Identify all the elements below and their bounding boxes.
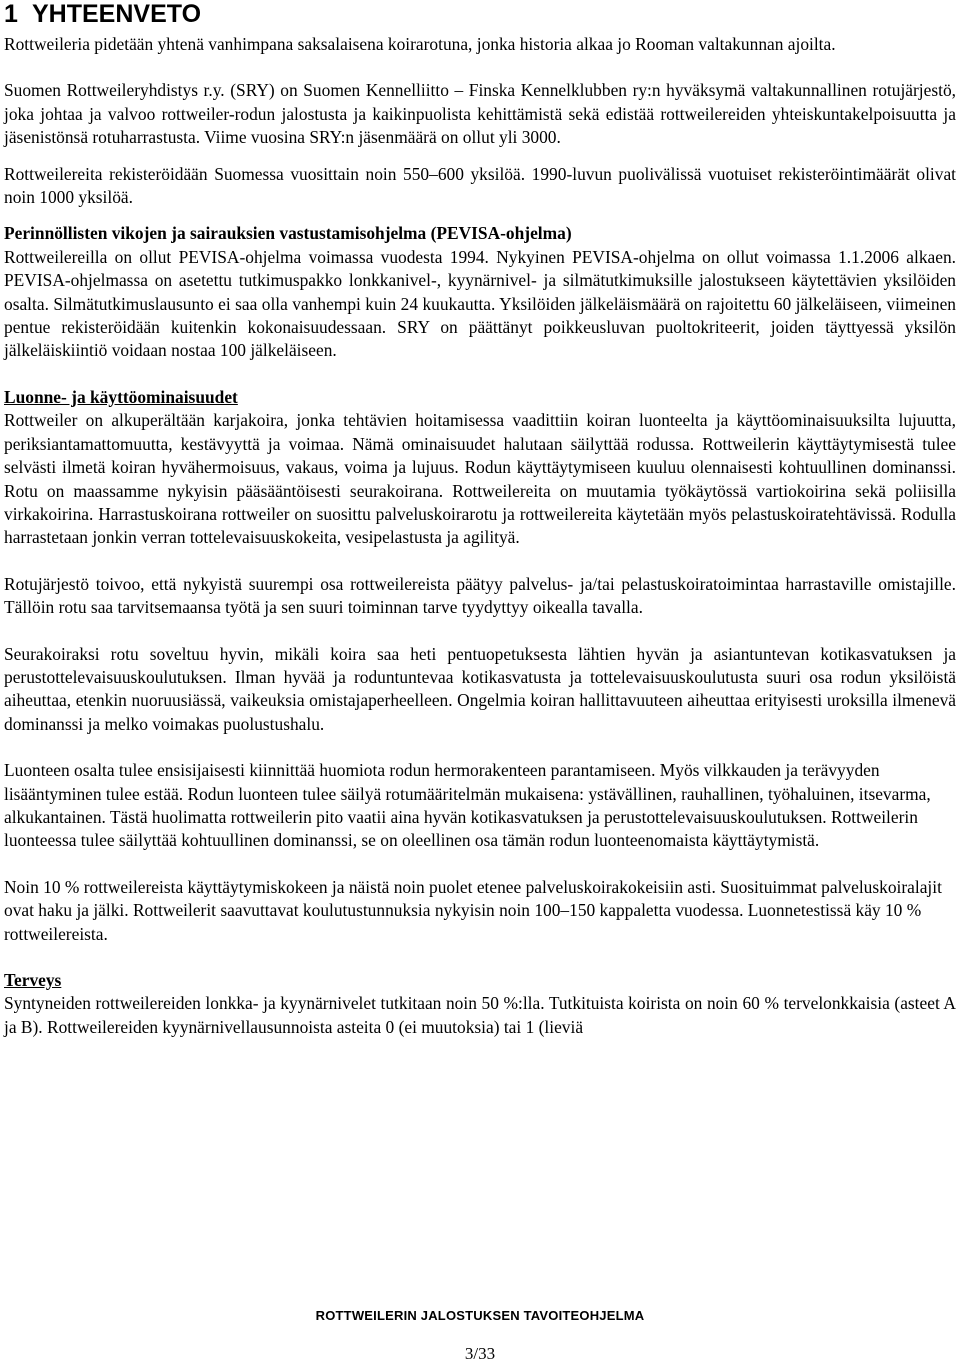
luonne-heading: Luonne- ja käyttöominaisuudet — [4, 386, 238, 407]
terveys-text: Syntyneiden rottweilereiden lonkka- ja kyynärnivelet tutkitaan noin 50 %:lla. Tutkituista koirista on noin 60 % tervelonkkaisia (asteet A ja B). Rottweilereiden kyynärnivellausunnoista asteita 0 (ei muutoksia) tai 1 (lieviä — [4, 993, 956, 1037]
paragraph-registrations: Rottweilereita rekisteröidään Suomessa vuosittain noin 550–600 yksilöä. 1990-luvun puolivälissä vuotuiset rekisteröintimäärät olivat noin 1000 yksilöä. — [4, 163, 956, 208]
page-number: 3/33 — [464, 1344, 496, 1363]
luonne-text: Rottweiler on alkuperältään karjakoira, jonka tehtävien hoitamisessa vaadittiin koiran luonteelta ja käyttöominaisuuksilta lujuutta, periksiantamattomuutta, kestävyyttä ja voimaa. Nämä ominaisuudet halutaan säilyttää rodussa. Rottweilerin käyttäytymisestä tulee selvästi ilmetä koiran hyvähermoisuus, vakaus, voima ja lujuus. Rodun käyttäytymiseen kuuluu olennaisesti kohtuullinen dominanssi. Rotu on maassamme nykyisin pääsääntöisesti seurakoirana. Rottweilereita on muutamia työkäytössä vartiokoirina sekä poliisilla virkakoirina. Harrastuskoirana rottweiler on suosittu palveluskoirarotu ja rottweilereita käytetään myös pelastuskoiratehtävissä. Rodulla harrastetaan jonkin verran tottelevaisuuskokeita, vesipelastusta ja agilityä. — [4, 410, 956, 548]
section-title: YHTEENVETO — [32, 0, 202, 28]
paragraph-luonteen: Luonteen osalta tulee ensisijaisesti kiinnittää huomiota rodun hermorakenteen parantamiseen. Myös vilkkauden ja terävyyden lisääntyminen tulee estää. Rodun luonteen tulee säilyä rotumääritelmän mukaisena: ystävällinen, rauhallinen, työhaluinen, itsevarma, alkukantainen. Tästä huolimatta rottweilerin pito vaatii aina hyvän kotikasvatuksen ja perustottelevaisuuskoulutuksen. Rottweilerin luonteessa tulee säilyttää kohtuullinen dominanssi, se on oleellinen osa tämän rodun luonteenomaista käyttäytymistä. — [4, 760, 931, 851]
pevisa-section — [4, 222, 956, 362]
luonne-section — [4, 386, 956, 550]
document-page — [4, 0, 956, 1039]
paragraph-sry: Suomen Rottweileryhdistys r.y. (SRY) on Suomen Kennelliitto – Finska Kennelklubben ry:n hyväksymä valtakunnallinen rotujärjestö, joka johtaa ja valvoo rottweiler-rodun jalostusta ja kaikinpuolista kehittämistä sekä edistää rottweilereiden yhteiskuntakelpoisuutta ja jäsenistönsä rotuharrastusta. Viime vuosina SRY:n jäsenmäärä on ollut yli 3000. — [4, 80, 956, 148]
paragraph-noin: Noin 10 % rottweilereista käyttäytymiskokeen ja näistä noin puolet etenee palveluskoirakokeisiin asti. Suosituimmat palveluskoiralajit ovat haku ja jälki. Rottweilerit saavuttavat koulutustunnuksia nykyisin noin 100–150 kappaletta vuodessa. Luonnetestissä käy 10 % rottweilereista. — [4, 876, 942, 944]
paragraph-history: Rottweileria pidetään yhtenä vanhimpana saksalaisena koirarotuna, jonka historia alkaa jo Rooman valtakunnan ajoilta. — [4, 34, 836, 54]
pevisa-heading: Perinnöllisten vikojen ja sairauksien vastustamisohjelma (PEVISA-ohjelma) — [4, 223, 572, 244]
terveys-section — [4, 969, 956, 1039]
footer-title: ROTTWEILERIN JALOSTUKSEN TAVOITEOHJELMA — [315, 1308, 645, 1323]
terveys-heading: Terveys — [4, 970, 62, 990]
paragraph-rotujarjesto: Rotujärjestö toivoo, että nykyistä suurempi osa rottweilereista päätyy palvelus- ja/tai pelastuskoiratoimintaa harrastaville omistajille. Tällöin rotu saa tarvitsemaansa työtä ja sen suuri toiminnan tarve tyydyttyy oikealla tavalla. — [4, 573, 956, 618]
section-number: 1 — [4, 0, 18, 28]
paragraph-seurakoira: Seurakoiraksi rotu soveltuu hyvin, mikäli koira saa heti pentuopetuksesta lähtien hyvän ja asiantuntevan kotikasvatuksen ja perustottelevaisuuskoulutuksen. Ilman hyvää ja roduntuntevaa kotikasvatusta ja tottelevaisuuskoulutusta suuri osa rodun yksilöistä aiheuttaa, etenkin nuoruusiässä, vaikeuksia omistajaperheelleen. Ongelmia koiran hallittavuuteen aiheuttaa erityisesti uroksilla ilmenevä dominanssi ja melko voimakas puolustushalu. — [4, 643, 956, 734]
section-heading — [4, 0, 956, 28]
pevisa-text: Rottweilereilla on ollut PEVISA-ohjelma voimassa vuodesta 1994. Nykyinen PEVISA-ohjelma on ollut voimassa 1.1.2006 alkaen. PEVISA-ohjelmassa on asetettu tutkimuspakko lonkkanivel-, kyynärnivel- ja silmätutkimuksille jalostukseen käytettävien yksilöiden osalta. Silmätutkimuslausunto ei saa olla vanhempi kuin 24 kuukautta. Yksilöiden jälkeläismäärä on rajoitettu 60 jälkeläiseen, viimeinen pentue rekisteröidään kuitenkin kokonaisuudessaan. SRY on päättänyt poikkeusluvan puoltokriteerit, joiden täyttyessä yksilön jälkeläiskiintiö voidaan nostaa 100 jälkeläiseen. — [4, 246, 956, 361]
